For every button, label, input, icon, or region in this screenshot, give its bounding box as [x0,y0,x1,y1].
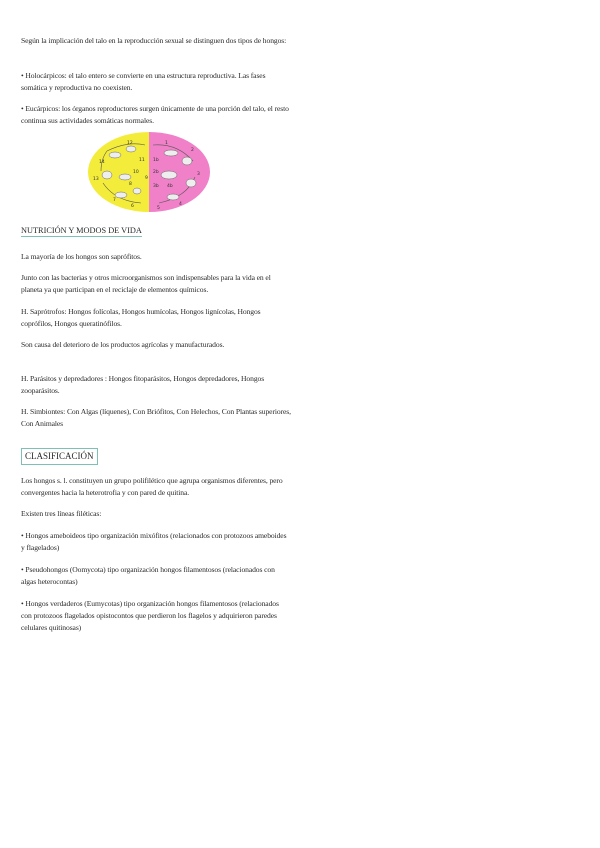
simbiontes-item: H. Simbiontes: Con Algas (líquenes), Con Briófitos, Con Helechos, Con Plantas superiores, Con Animales [21,407,291,429]
haploid-half [87,131,149,213]
fig-num-8: 8 [129,182,132,187]
fig-num-13: 13 [93,177,99,182]
life-cycle-figure [87,131,211,213]
fig-num-3: 3 [197,172,200,177]
fig-num-14: 14 [99,160,105,165]
fig-num-7: 7 [113,198,116,203]
fig-num-1b: 1b [153,158,159,163]
fig-num-4b: 4b [167,184,173,189]
eucarpicos-item: • Eucárpicos: los órganos reproductores surgen únicamente de una porción del talo, el resto continua sus actividades somáticas normales. [21,104,289,126]
nutricion-p2: Junto con las bacterias y otros microorganismos son indispensables para la vida en el planeta ya que participan en el reciclaje de elementos químicos. [21,273,271,295]
nutricion-p4: Son causa del deterioro de los productos agrícolas y manufacturados. [21,340,225,349]
clasificacion-p1: Los hongos s. l. constituyen un grupo polifilético que agrupa organismos diferentes, pero convergentes hacia la heterotrofia y con pared de quitina. [21,476,283,498]
fig-num-5: 5 [157,206,160,211]
fig-num-6: 6 [131,204,134,209]
nutricion-heading: NUTRICIÓN Y MODOS DE VIDA [21,226,142,235]
pseudohongos-item: • Pseudohongos (Oomycota) tipo organización hongos filamentosos (relacionados con algas heterocontas) [21,565,275,587]
fig-num-2b: 2b [153,170,159,175]
fig-num-10: 10 [133,170,139,175]
intro-paragraph: Según la implicación del talo en la reproducción sexual se distinguen dos tipos de hongos: [21,36,287,45]
fig-num-3b: 3b [153,184,159,189]
fig-num-12: 12 [127,141,133,146]
fig-num-2: 2 [191,148,194,153]
ameboideos-item: • Hongos ameboideos tipo organización mixófitos (relacionados con protozoos ameboides y flagelados) [21,531,287,553]
parasitos-item: H. Parásitos y depredadores : Hongos fitoparásitos, Hongos depredadores, Hongos zooparásitos. [21,374,265,396]
fig-num-9: 9 [145,176,148,181]
hongos-verdaderos-item: • Hongos verdaderos (Eumycotas) tipo organización hongos filamentosos (relacionados con protozoos flagelados opistocontos que perdieron los flagelos y adquirieron paredes celulares quitinosas) [21,599,279,633]
fig-num-4: 4 [179,202,182,207]
clasificacion-heading: CLASIFICACIÓN [21,448,98,465]
nutricion-p1: La mayoría de los hongos son saprófitos. [21,252,142,261]
fig-num-11: 11 [139,158,145,163]
fig-num-1: 1 [165,141,168,146]
clasificacion-p2: Existen tres líneas filéticas: [21,509,102,518]
holocarpicos-item: • Holocárpicos: el talo entero se convierte en una estructura reproductiva. Las fases somática y reproductiva no coexisten. [21,71,266,93]
saprotrofos-item: H. Saprótrofos: Hongos folícolas, Hongos humícolas, Hongos lignícolas, Hongos coprófilos, Hongos queratinófilos. [21,307,261,329]
